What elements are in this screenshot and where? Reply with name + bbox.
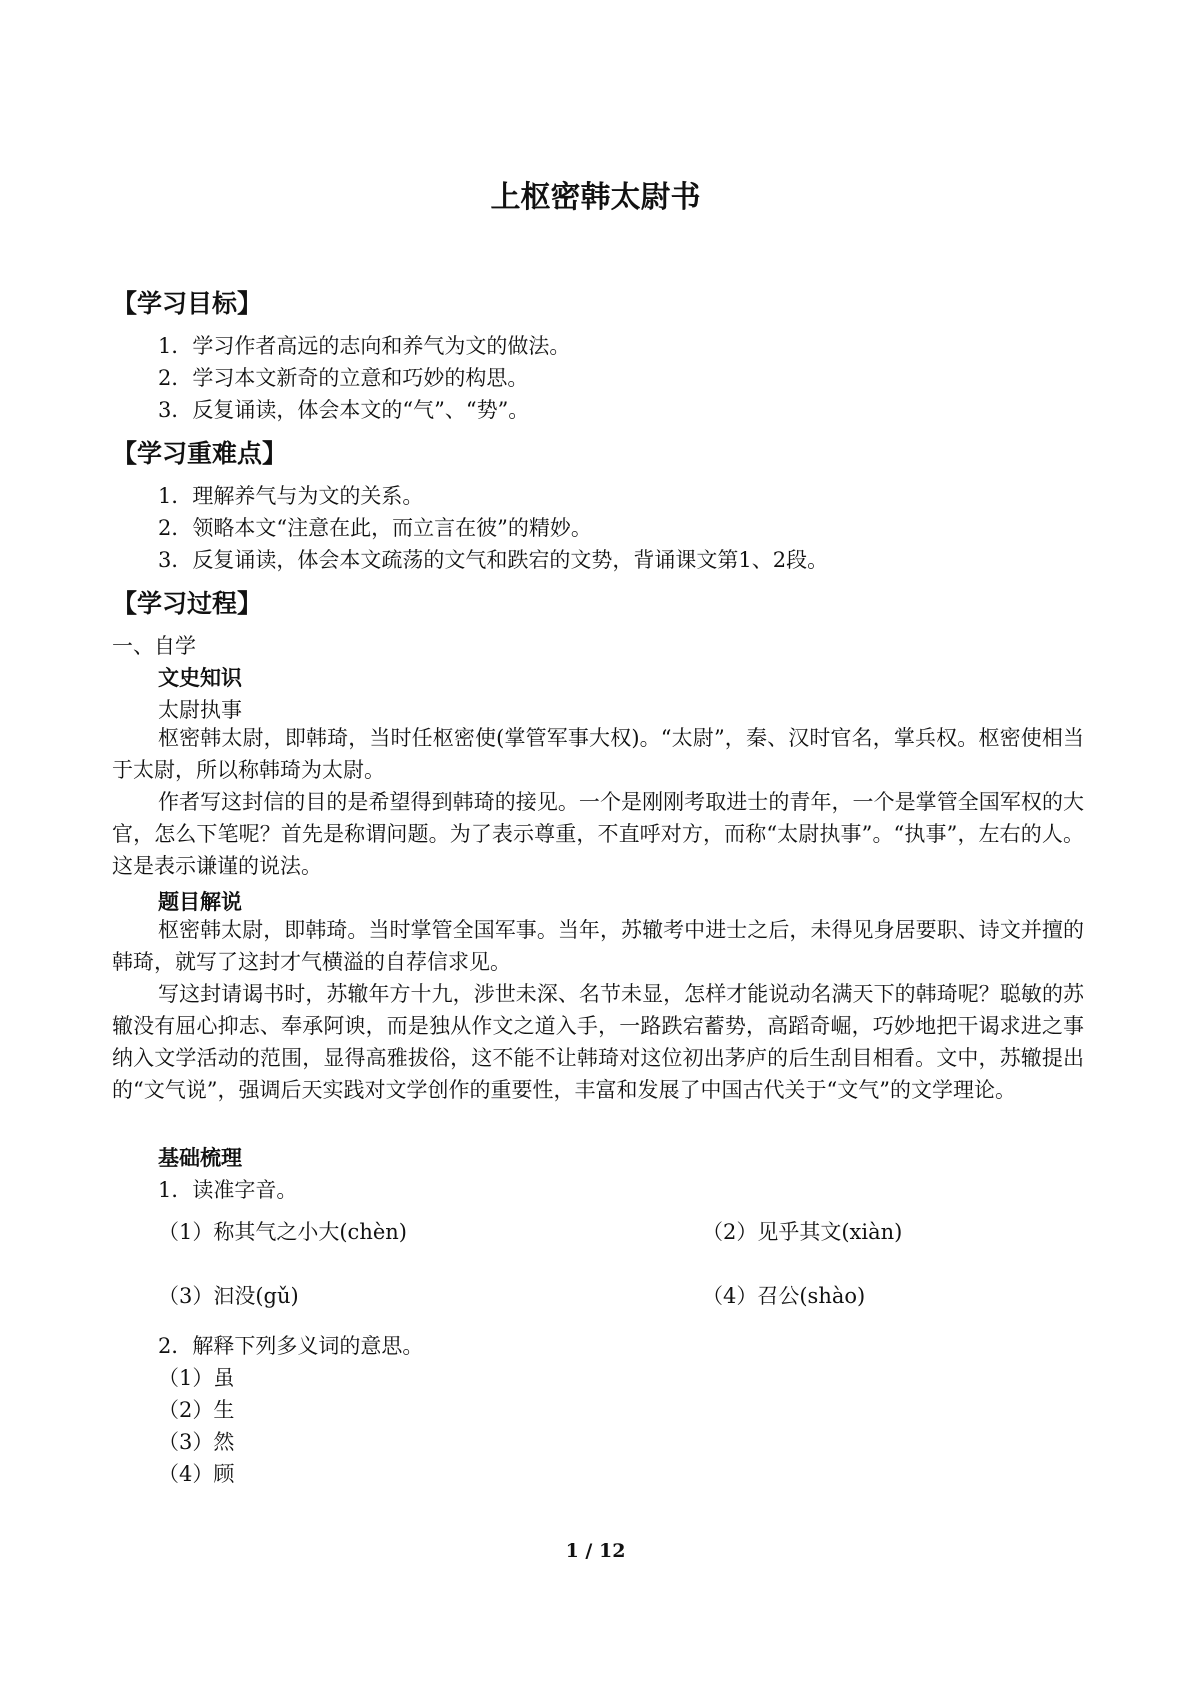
key-point-item: 3．反复诵读，体会本文疏荡的文气和跌宕的文势，背诵课文第1、2段。 <box>158 548 829 572</box>
literature-paragraph: 作者写这封信的目的是希望得到韩琦的接见。一个是刚刚考取进士的青年，一个是掌管全国军权的大官，怎么下笔呢？首先是称谓问题。为了表示尊重，不直呼对方，而称“太尉执事”。“执事”，左右的人。这是表示谦谨的说法。 <box>112 790 1084 878</box>
goal-item: 3．反复诵读，体会本文的“气”、“势”。 <box>158 398 530 422</box>
sub-heading-literature: 文史知识 <box>158 666 242 690</box>
title-paragraph: 枢密韩太尉，即韩琦。当时掌管全国军事。当年，苏辙考中进士之后，未得见身居要职、诗文并擅的韩琦，就写了这封才气横溢的自荐信求见。 <box>112 918 1084 974</box>
heading-goals: 【学习目标】 <box>112 289 263 318</box>
question-2: 2．解释下列多义词的意思。 <box>158 1334 424 1358</box>
title-paragraph: 写这封请谒书时，苏辙年方十九，涉世未深、名节未显，怎样才能说动名满天下的韩琦呢？聪敏的苏辙没有屈心抑志、奉承阿谀，而是独从作文之道入手，一路跌宕蓄势，高蹈奇崛，巧妙地把干谒求进之事纳入文学活动的范围，显得高雅拔俗，这不能不让韩琦对这位初出茅庐的后生刮目相看。文中，苏辙提出的“文气说”，强调后天实践对文学创作的重要性，丰富和发展了中国古代关于“文气”的文学理论。 <box>112 982 1084 1102</box>
pinyin-item: （3）汩没(gǔ) <box>158 1284 299 1308</box>
question-1: 1．读准字音。 <box>158 1178 298 1202</box>
page-title: 上枢密韩太尉书 <box>490 180 701 215</box>
word-item: （2）生 <box>158 1398 235 1422</box>
page-number: 1 / 12 <box>565 1540 626 1562</box>
literature-paragraph: 枢密韩太尉，即韩琦，当时任枢密使(掌管军事大权)。“太尉”，秦、汉时官名，掌兵权。枢密使相当于太尉，所以称韩琦为太尉。 <box>112 726 1084 782</box>
sub-heading-title-explain: 题目解说 <box>158 890 242 914</box>
pinyin-item: （4）召公(shào) <box>702 1284 866 1308</box>
goal-item: 1．学习作者高远的志向和养气为文的做法。 <box>158 334 571 358</box>
word-item: （1）虽 <box>158 1366 235 1390</box>
key-point-item: 1．理解养气与为文的关系。 <box>158 484 424 508</box>
literature-subtitle: 太尉执事 <box>158 698 242 722</box>
pinyin-item: （1）称其气之小大(chèn) <box>158 1220 407 1244</box>
pinyin-item: （2）见乎其文(xiàn) <box>702 1220 903 1244</box>
heading-process: 【学习过程】 <box>112 589 263 618</box>
goal-item: 2．学习本文新奇的立意和巧妙的构思。 <box>158 366 529 390</box>
part-self-study: 一、自学 <box>112 634 196 658</box>
key-point-item: 2．领略本文“注意在此，而立言在彼”的精妙。 <box>158 516 592 540</box>
heading-key-points: 【学习重难点】 <box>112 439 288 468</box>
word-item: （4）顾 <box>158 1462 235 1486</box>
word-item: （3）然 <box>158 1430 235 1454</box>
sub-heading-basics: 基础梳理 <box>158 1146 242 1170</box>
